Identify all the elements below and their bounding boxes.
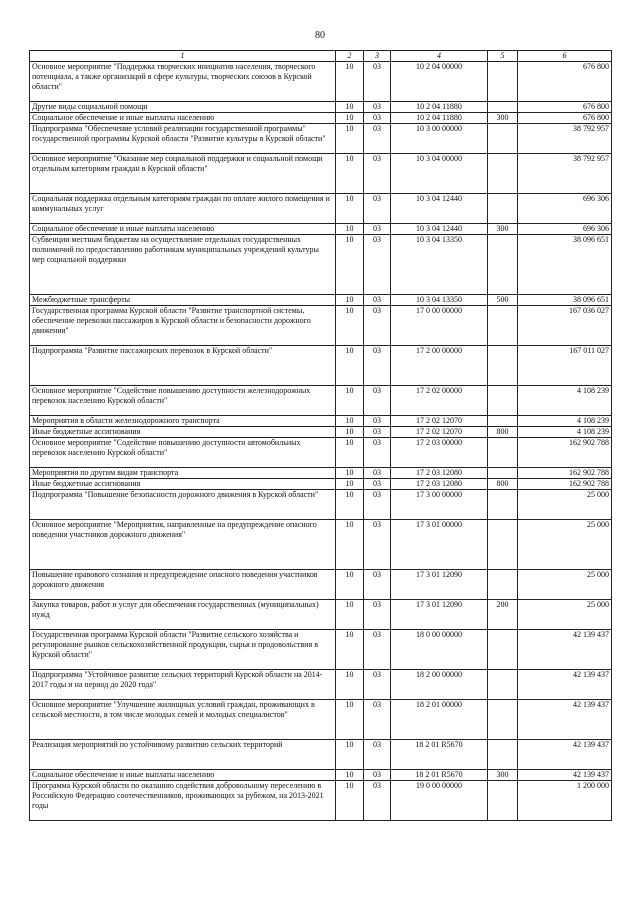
amount-cell: 676 800	[518, 62, 612, 102]
amount-cell: 25 000	[518, 600, 612, 630]
amount-cell: 162 902 788	[518, 438, 612, 468]
table-row	[30, 154, 612, 194]
expense-type-cell	[488, 235, 518, 295]
target-article-cell: 17 3 01 00000	[391, 520, 488, 570]
target-article-cell: 17 2 03 00000	[391, 438, 488, 468]
section-cell: 10	[336, 306, 364, 346]
expense-type-cell: 800	[488, 479, 518, 490]
expense-type-cell	[488, 468, 518, 479]
expense-type-cell	[488, 490, 518, 520]
table-row	[30, 62, 612, 102]
expense-type-cell	[488, 346, 518, 386]
amount-cell: 162 902 788	[518, 479, 612, 490]
section-cell: 10	[336, 235, 364, 295]
row-name-cell: Субвенции местным бюджетам на осуществление отдельных государственных полномочий по предоставлению работникам муниципальных учреждений культуры мер социальной поддержки	[30, 235, 336, 295]
row-name-cell: Социальное обеспечение и иные выплаты населению	[30, 113, 336, 124]
expense-type-cell	[488, 740, 518, 770]
row-name-cell: Иные бюджетные ассигнования	[30, 479, 336, 490]
expense-type-cell	[488, 124, 518, 154]
expense-type-cell	[488, 306, 518, 346]
section-cell: 10	[336, 490, 364, 520]
expense-type-cell: 200	[488, 600, 518, 630]
target-article-cell: 17 2 00 00000	[391, 346, 488, 386]
subsection-cell: 03	[364, 194, 391, 224]
amount-cell: 38 096 651	[518, 295, 612, 306]
section-cell: 10	[336, 416, 364, 427]
page-number: 80	[315, 30, 325, 41]
section-cell: 10	[336, 700, 364, 740]
section-cell: 10	[336, 124, 364, 154]
amount-cell: 676 800	[518, 113, 612, 124]
amount-cell: 42 139 437	[518, 670, 612, 700]
target-article-cell: 17 2 02 12070	[391, 427, 488, 438]
table-row	[30, 102, 612, 113]
section-cell: 10	[336, 600, 364, 630]
target-article-cell: 17 3 01 12090	[391, 600, 488, 630]
expense-type-cell	[488, 630, 518, 670]
table-row	[30, 479, 612, 490]
target-article-cell: 17 2 02 00000	[391, 386, 488, 416]
row-name-cell: Социальная поддержка отдельным категориям граждан по оплате жилого помещения и коммунальных услуг	[30, 194, 336, 224]
row-name-cell: Мероприятия в области железнодорожного транспорта	[30, 416, 336, 427]
amount-cell: 25 000	[518, 490, 612, 520]
amount-cell: 4 108 239	[518, 386, 612, 416]
expense-type-cell	[488, 62, 518, 102]
target-article-cell: 10 2 04 11880	[391, 113, 488, 124]
expense-type-cell: 800	[488, 427, 518, 438]
table-row	[30, 124, 612, 154]
row-name-cell: Подпрограмма "Устойчивое развитие сельских территорий Курской области на 2014-2017 годы и на период до 2020 года"	[30, 670, 336, 700]
table-row	[30, 770, 612, 781]
target-article-cell: 17 0 00 00000	[391, 306, 488, 346]
column-header: 2	[336, 51, 364, 62]
amount-cell: 696 306	[518, 224, 612, 235]
amount-cell: 38 792 957	[518, 124, 612, 154]
table-row	[30, 740, 612, 770]
amount-cell: 25 000	[518, 570, 612, 600]
budget-table	[29, 50, 612, 821]
row-name-cell: Повышение правового сознания и предупреждение опасного поведения участников дорожного движения	[30, 570, 336, 600]
subsection-cell: 03	[364, 124, 391, 154]
target-article-cell: 10 3 04 12440	[391, 194, 488, 224]
subsection-cell: 03	[364, 224, 391, 235]
subsection-cell: 03	[364, 570, 391, 600]
column-header: 6	[518, 51, 612, 62]
expense-type-cell	[488, 438, 518, 468]
section-cell: 10	[336, 570, 364, 600]
row-name-cell: Межбюджетные трансферты	[30, 295, 336, 306]
amount-cell: 162 902 788	[518, 468, 612, 479]
row-name-cell: Социальное обеспечение и иные выплаты населению	[30, 224, 336, 235]
subsection-cell: 03	[364, 62, 391, 102]
row-name-cell: Государственная программа Курской области "Развитие транспортной системы, обеспечение перевозки пассажиров в Курской области и безопасности дорожного движения"	[30, 306, 336, 346]
amount-cell: 676 800	[518, 102, 612, 113]
amount-cell: 42 139 437	[518, 770, 612, 781]
row-name-cell: Реализация мероприятий по устойчивому развитию сельских территорий	[30, 740, 336, 770]
target-article-cell: 19 0 00 00000	[391, 781, 488, 821]
section-cell: 10	[336, 113, 364, 124]
subsection-cell: 03	[364, 479, 391, 490]
target-article-cell: 18 0 00 00000	[391, 630, 488, 670]
subsection-cell: 03	[364, 113, 391, 124]
subsection-cell: 03	[364, 520, 391, 570]
section-cell: 10	[336, 62, 364, 102]
amount-cell: 42 139 437	[518, 630, 612, 670]
row-name-cell: Иные бюджетные ассигнования	[30, 427, 336, 438]
subsection-cell: 03	[364, 102, 391, 113]
subsection-cell: 03	[364, 386, 391, 416]
section-cell: 10	[336, 630, 364, 670]
row-name-cell: Основное мероприятие "Мероприятия, направленные на предупреждение опасного поведения участников дорожного движения"	[30, 520, 336, 570]
subsection-cell: 03	[364, 306, 391, 346]
section-cell: 10	[336, 427, 364, 438]
row-name-cell: Основное мероприятие "Содействие повышению доступности железнодорожных перевозок населению Курской области"	[30, 386, 336, 416]
target-article-cell: 17 2 03 12080	[391, 468, 488, 479]
row-name-cell: Мероприятия по другим видам транспорта	[30, 468, 336, 479]
subsection-cell: 03	[364, 416, 391, 427]
section-cell: 10	[336, 386, 364, 416]
target-article-cell: 10 3 04 12440	[391, 224, 488, 235]
section-cell: 10	[336, 438, 364, 468]
subsection-cell: 03	[364, 468, 391, 479]
target-article-cell: 17 2 03 12080	[391, 479, 488, 490]
subsection-cell: 03	[364, 630, 391, 670]
amount-cell: 38 096 651	[518, 235, 612, 295]
row-name-cell: Основное мероприятие "Поддержка творческих инициатив населения, творческого потенциала, а также организаций в сфере культуры, творческих союзов в Курской области"	[30, 62, 336, 102]
expense-type-cell	[488, 700, 518, 740]
target-article-cell: 18 2 01 R5670	[391, 740, 488, 770]
amount-cell: 696 306	[518, 194, 612, 224]
row-name-cell: Основное мероприятие "Оказание мер социальной поддержки и социальной помощи отдельным категориям граждан в Курской области"	[30, 154, 336, 194]
row-name-cell: Основное мероприятие "Содействие повышению доступности автомобильных перевозок населению Курской области"	[30, 438, 336, 468]
subsection-cell: 03	[364, 781, 391, 821]
row-name-cell: Социальное обеспечение и иные выплаты населению	[30, 770, 336, 781]
expense-type-cell	[488, 194, 518, 224]
section-cell: 10	[336, 740, 364, 770]
table-row	[30, 235, 612, 295]
table-header-row	[30, 51, 612, 62]
table-row	[30, 194, 612, 224]
target-article-cell: 17 3 00 00000	[391, 490, 488, 520]
row-name-cell: Закупка товаров, работ и услуг для обеспечения государственных (муниципальных) нужд	[30, 600, 336, 630]
table-row	[30, 630, 612, 670]
expense-type-cell	[488, 781, 518, 821]
section-cell: 10	[336, 770, 364, 781]
target-article-cell: 17 2 02 12070	[391, 416, 488, 427]
amount-cell: 25 000	[518, 520, 612, 570]
subsection-cell: 03	[364, 295, 391, 306]
target-article-cell: 18 2 01 00000	[391, 700, 488, 740]
expense-type-cell	[488, 102, 518, 113]
subsection-cell: 03	[364, 154, 391, 194]
amount-cell: 42 139 437	[518, 740, 612, 770]
row-name-cell: Подпрограмма "Обеспечение условий реализации государственной программы" государственной программы Курской области "Развитие культуры в Курской области"	[30, 124, 336, 154]
target-article-cell: 17 3 01 12090	[391, 570, 488, 600]
table-row	[30, 520, 612, 570]
table-row	[30, 468, 612, 479]
amount-cell: 4 108 239	[518, 416, 612, 427]
subsection-cell: 03	[364, 670, 391, 700]
section-cell: 10	[336, 520, 364, 570]
table-row	[30, 600, 612, 630]
amount-cell: 167 011 027	[518, 346, 612, 386]
row-name-cell: Подпрограмма "Повышение безопасности дорожного движения в Курской области"	[30, 490, 336, 520]
expense-type-cell	[488, 570, 518, 600]
subsection-cell: 03	[364, 700, 391, 740]
section-cell: 10	[336, 468, 364, 479]
section-cell: 10	[336, 102, 364, 113]
table-row	[30, 427, 612, 438]
table-row	[30, 306, 612, 346]
expense-type-cell	[488, 386, 518, 416]
subsection-cell: 03	[364, 490, 391, 520]
target-article-cell: 10 3 00 00000	[391, 124, 488, 154]
subsection-cell: 03	[364, 346, 391, 386]
table-row	[30, 416, 612, 427]
subsection-cell: 03	[364, 770, 391, 781]
subsection-cell: 03	[364, 740, 391, 770]
target-article-cell: 18 2 00 00000	[391, 670, 488, 700]
column-header: 4	[391, 51, 488, 62]
target-article-cell: 10 3 04 13350	[391, 235, 488, 295]
amount-cell: 4 108 239	[518, 427, 612, 438]
amount-cell: 42 139 437	[518, 700, 612, 740]
expense-type-cell: 500	[488, 295, 518, 306]
table-row	[30, 781, 612, 821]
table-row	[30, 570, 612, 600]
section-cell: 10	[336, 224, 364, 235]
section-cell: 10	[336, 479, 364, 490]
table-row	[30, 490, 612, 520]
table-row	[30, 386, 612, 416]
target-article-cell: 10 2 04 00000	[391, 62, 488, 102]
target-article-cell: 10 2 04 11880	[391, 102, 488, 113]
section-cell: 10	[336, 154, 364, 194]
section-cell: 10	[336, 781, 364, 821]
amount-cell: 167 036 027	[518, 306, 612, 346]
amount-cell: 1 200 000	[518, 781, 612, 821]
table-row	[30, 670, 612, 700]
table-row	[30, 438, 612, 468]
table-row	[30, 224, 612, 235]
section-cell: 10	[336, 670, 364, 700]
column-header: 5	[488, 51, 518, 62]
expense-type-cell: 300	[488, 224, 518, 235]
row-name-cell: Подпрограмма "Развитие пассажирских перевозок в Курской области"	[30, 346, 336, 386]
section-cell: 10	[336, 346, 364, 386]
row-name-cell: Основное мероприятие "Улучшение жилищных условий граждан, проживающих в сельской местности, в том числе молодых семей и молодых специалистов"	[30, 700, 336, 740]
expense-type-cell	[488, 670, 518, 700]
row-name-cell: Программа Курской области по оказанию содействия добровольному переселению в Российскую Федерацию соотечественников, проживающих за рубежом, на 2013-2021 годы	[30, 781, 336, 821]
expense-type-cell: 300	[488, 770, 518, 781]
column-header: 1	[30, 51, 336, 62]
section-cell: 10	[336, 194, 364, 224]
subsection-cell: 03	[364, 235, 391, 295]
target-article-cell: 10 3 04 13350	[391, 295, 488, 306]
subsection-cell: 03	[364, 600, 391, 630]
target-article-cell: 10 3 04 00000	[391, 154, 488, 194]
table-row	[30, 113, 612, 124]
row-name-cell: Другие виды социальной помощи	[30, 102, 336, 113]
expense-type-cell	[488, 416, 518, 427]
table-row	[30, 346, 612, 386]
expense-type-cell	[488, 154, 518, 194]
expense-type-cell: 300	[488, 113, 518, 124]
table-row	[30, 295, 612, 306]
target-article-cell: 18 2 01 R5670	[391, 770, 488, 781]
section-cell: 10	[336, 295, 364, 306]
subsection-cell: 03	[364, 438, 391, 468]
subsection-cell: 03	[364, 427, 391, 438]
column-header: 3	[364, 51, 391, 62]
row-name-cell: Государственная программа Курской области "Развитие сельского хозяйства и регулирование рынков сельскохозяйственной продукции, сырья и продовольствия в Курской области"	[30, 630, 336, 670]
amount-cell: 38 792 957	[518, 154, 612, 194]
table-row	[30, 700, 612, 740]
expense-type-cell	[488, 520, 518, 570]
